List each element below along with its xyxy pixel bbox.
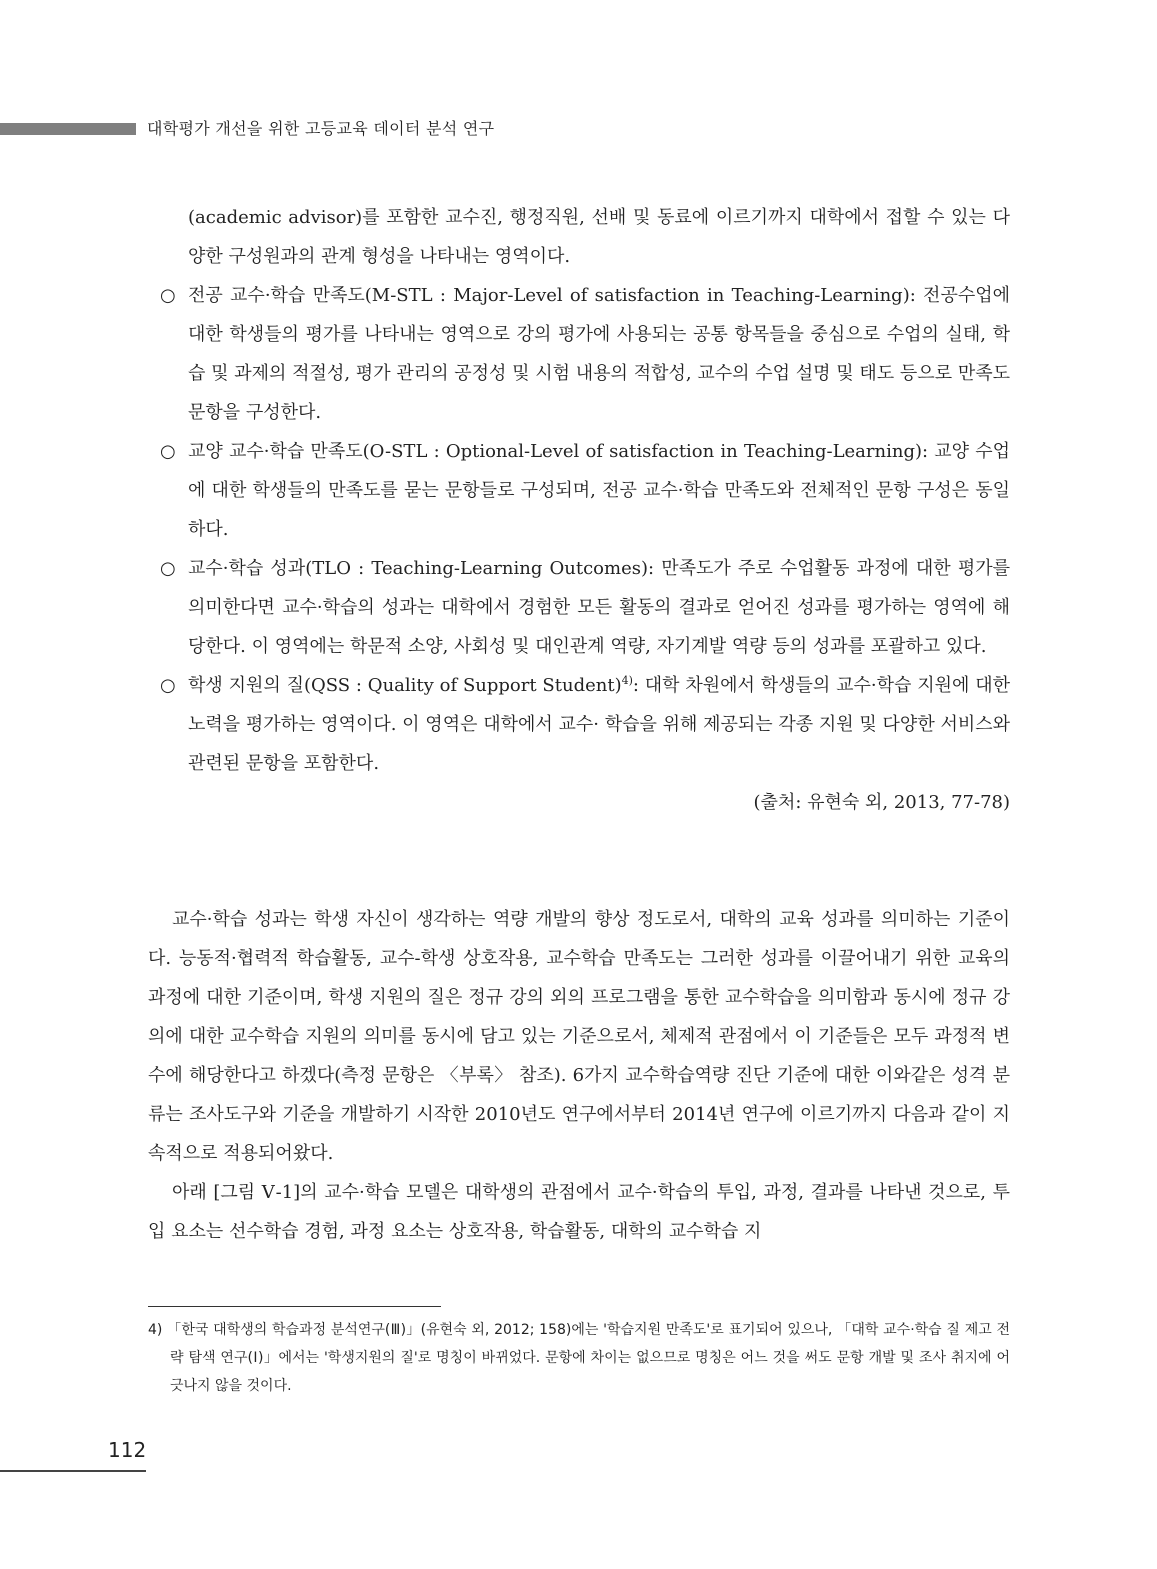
circle-bullet-icon: ○ [160, 675, 176, 696]
bullet-text: 교양 교수·학습 만족도(O-STL : Optional-Level of satisfaction in Teaching-Learning): 교양 수업에 대한 학생들의 만족도를 묻는 문항들로 구성되며, 전공 교수·학습 만족도와 전체적인 문항 구성은 동일하다. [188, 441, 1010, 540]
body-paragraph: 아래 [그림 Ⅴ-1]의 교수·학습 모델은 대학생의 관점에서 교수·학습의 투입, 과정, 결과를 나타낸 것으로, 투입 요소는 선수학습 경험, 과정 요소는 상호작용, 학습활동, 대학의 교수학습 지 [148, 1182, 1010, 1242]
bullet-item-m-stl [160, 276, 1010, 432]
bullet-text: 교수·학습 성과(TLO : Teaching-Learning Outcomes): 만족도가 주로 수업활동 과정에 대한 평가를 의미한다면 교수·학습의 성과는 대학에서 경험한 모든 활동의 결과로 얻어진 성과를 평가하는 영역에 해당한다. 이 영역에는 학문적 소양, 사회성 및 대인관계 역량, 자기계발 역량 등의 성과를 포괄하고 있다. [188, 558, 1010, 657]
bullet-text-before: 학생 지원의 질(QSS : Quality of Support Student) [188, 675, 622, 696]
circle-bullet-icon: ○ [160, 558, 176, 579]
bullet-item-qss [160, 666, 1010, 783]
source-citation: (출처: 유현숙 외, 2013, 77-78) [753, 792, 1010, 813]
circle-bullet-icon: ○ [160, 441, 176, 462]
bullet-text-after: : 대학 차원에서 학생들의 교수·학습 지원에 대한 노력을 평가하는 영역이다. 이 영역은 대학에서 교수· 학습을 위해 제공되는 각종 지원 및 다양한 서비스와 관련된 문항을 포함한다. [188, 675, 1010, 774]
footnote-divider [148, 1306, 441, 1307]
body-text [148, 900, 1010, 1251]
bullet-item-tlo [160, 549, 1010, 666]
page-number: 112 [108, 1438, 147, 1462]
running-title: 대학평가 개선을 위한 고등교육 데이터 분석 연구 [147, 119, 495, 138]
body-paragraph: 교수·학습 성과는 학생 자신이 생각하는 역량 개발의 향상 정도로서, 대학의 교육 성과를 의미하는 기준이다. 능동적·협력적 학습활동, 교수-학생 상호작용, 교수학습 만족도는 그러한 성과를 이끌어내기 위한 교육의 과정에 대한 기준이며, 학생 지원의 질은 정규 강의 외의 프로그램을 통한 교수학습을 의미함과 동시에 정규 강의에 대한 교수학습 지원의 의미를 동시에 담고 있는 기준으로서, 체제적 관점에서 이 기준들은 모두 과정적 변수에 해당한다고 하겠다(측정 문항은 〈부록〉 참조). 6가지 교수학습역량 진단 기준에 대한 이와같은 성격 분류는 조사도구와 기준을 개발하기 시작한 2010년도 연구에서부터 2014년 연구에 이르기까지 다음과 같이 지속적으로 적용되어왔다. [148, 909, 1010, 1164]
bullet-item-o-stl [160, 432, 1010, 549]
footer-rule [0, 1470, 146, 1472]
circle-bullet-icon: ○ [160, 285, 176, 306]
footnote-ref[interactable]: 4) [621, 674, 633, 687]
header-bar [0, 123, 136, 135]
footnote-text: 4) 「한국 대학생의 학습과정 분석연구(Ⅲ)」(유현숙 외, 2012; 158)에는 '학습지원 만족도'로 표기되어 있으나, 「대학 교수·학습 질 제고 전략 탐색 연구(Ⅰ)」에서는 '학생지원의 질'로 명칭이 바뀌었다. 문항에 차이는 없으므로 명칭은 어느 것을 써도 문항 개발 및 조사 취지에 어긋나지 않을 것이다. [148, 1322, 1010, 1394]
bullet-text: 전공 교수·학습 만족도(M-STL : Major-Level of satisfaction in Teaching-Learning): 전공수업에 대한 학생들의 평가를 나타내는 영역으로 강의 평가에 사용되는 공통 항목들을 중심으로 수업의 실태, 학습 및 과제의 적절성, 평가 관리의 공정성 및 시험 내용의 적합성, 교수의 수업 설명 및 태도 등으로 만족도 문항을 구성한다. [188, 285, 1010, 423]
footnote [148, 1316, 1010, 1400]
intro-continuation: (academic advisor)를 포함한 교수진, 행정직원, 선배 및 동료에 이르기까지 대학에서 접할 수 있는 다양한 구성원과의 관계 형성을 나타내는 영역이다. [188, 207, 1010, 267]
boxed-definitions [160, 198, 1010, 822]
